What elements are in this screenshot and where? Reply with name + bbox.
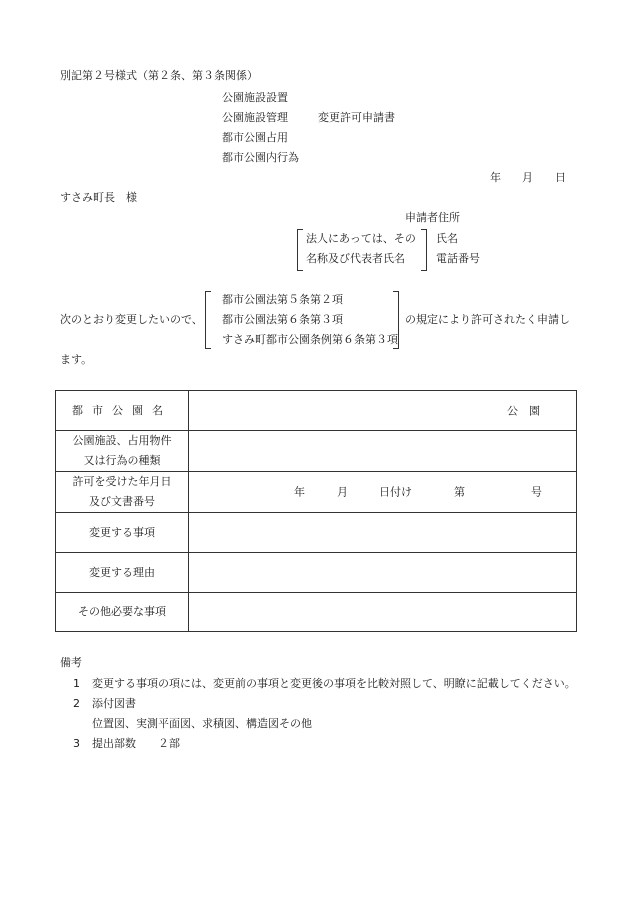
permit-dai: 第 xyxy=(454,485,465,499)
table-row xyxy=(56,431,577,472)
note-2-text: 添付図書 xyxy=(92,697,136,710)
note-1-text: 変更する事項の項には、変更前の事項と変更後の事項を比較対照して、明瞭に記載してください。 xyxy=(92,677,576,690)
note-2-sub: 位置図、実測平面図、求積図、構造図その他 xyxy=(92,717,312,730)
park-name-suffix: 公 園 xyxy=(507,404,540,417)
application-table xyxy=(55,390,577,632)
applicant-name-label: 氏名 xyxy=(436,232,458,245)
table-row xyxy=(56,593,577,632)
date-day: 日 xyxy=(555,171,566,184)
permit-date: 日付け xyxy=(379,485,412,499)
type-park-occupy: 都市公園占用 xyxy=(222,131,288,144)
applicant-bracket-right xyxy=(421,229,427,271)
change-reason-cell[interactable] xyxy=(189,553,577,593)
applicant-corp-line2: 名称及び代表者氏名 xyxy=(306,252,405,265)
applicant-address-label: 申請者住所 xyxy=(405,211,460,224)
note-2-num: 2 xyxy=(73,697,80,710)
date-year: 年 xyxy=(490,171,501,184)
permit-go: 号 xyxy=(531,485,542,499)
type-park-facility-manage: 公園施設管理 xyxy=(222,111,288,124)
type-cell[interactable] xyxy=(189,431,577,472)
table-row xyxy=(56,391,577,431)
type-park-facility-install: 公園施設設置 xyxy=(222,91,288,104)
change-item-cell[interactable] xyxy=(189,513,577,553)
statement-prefix: 次のとおり変更したいので、 xyxy=(60,313,203,326)
change-reason-label: 変更する理由 xyxy=(56,553,189,593)
other-items-cell[interactable] xyxy=(189,593,577,632)
note-3-text: 提出部数 ２部 xyxy=(92,737,180,750)
note-3-num: 3 xyxy=(73,737,80,750)
note-1-num: 1 xyxy=(73,677,80,690)
table-row xyxy=(56,472,577,513)
applicant-bracket-left xyxy=(297,229,303,271)
form-id: 別記第２号様式（第２条、第３条関係） xyxy=(60,69,258,82)
permit-year: 年 xyxy=(294,485,305,499)
form-title: 変更許可申請書 xyxy=(318,111,395,124)
law-bracket-left xyxy=(205,291,211,349)
permit-date-label: 許可を受けた年月日 及び文書番号 xyxy=(56,472,189,513)
type-label: 公園施設、占用物件 又は行為の種類 xyxy=(56,431,189,472)
law-item-1: 都市公園法第５条第２項 xyxy=(222,293,343,306)
addressee: すさみ町長 様 xyxy=(60,191,137,204)
applicant-corp-line1: 法人にあっては、その xyxy=(306,232,416,245)
table-row xyxy=(56,513,577,553)
date-month: 月 xyxy=(522,171,533,184)
statement-continuation: ます。 xyxy=(60,353,93,366)
change-item-label: 変更する事項 xyxy=(56,513,189,553)
table-row xyxy=(56,553,577,593)
other-items-label: その他必要な事項 xyxy=(56,593,189,632)
permit-month: 月 xyxy=(337,485,348,499)
law-item-2: 都市公園法第６条第３項 xyxy=(222,313,343,326)
applicant-phone-label: 電話番号 xyxy=(436,252,480,265)
park-name-cell[interactable] xyxy=(189,391,577,431)
law-bracket-right xyxy=(393,291,399,349)
notes-title: 備考 xyxy=(60,656,82,669)
permit-date-cell[interactable] xyxy=(189,472,577,513)
type-park-activity: 都市公園内行為 xyxy=(222,151,299,164)
law-item-3: すさみ町都市公園条例第６条第３項 xyxy=(222,333,398,346)
statement-suffix: の規定により許可されたく申請し xyxy=(405,313,570,326)
park-name-label: 都市公園名 xyxy=(56,391,189,431)
